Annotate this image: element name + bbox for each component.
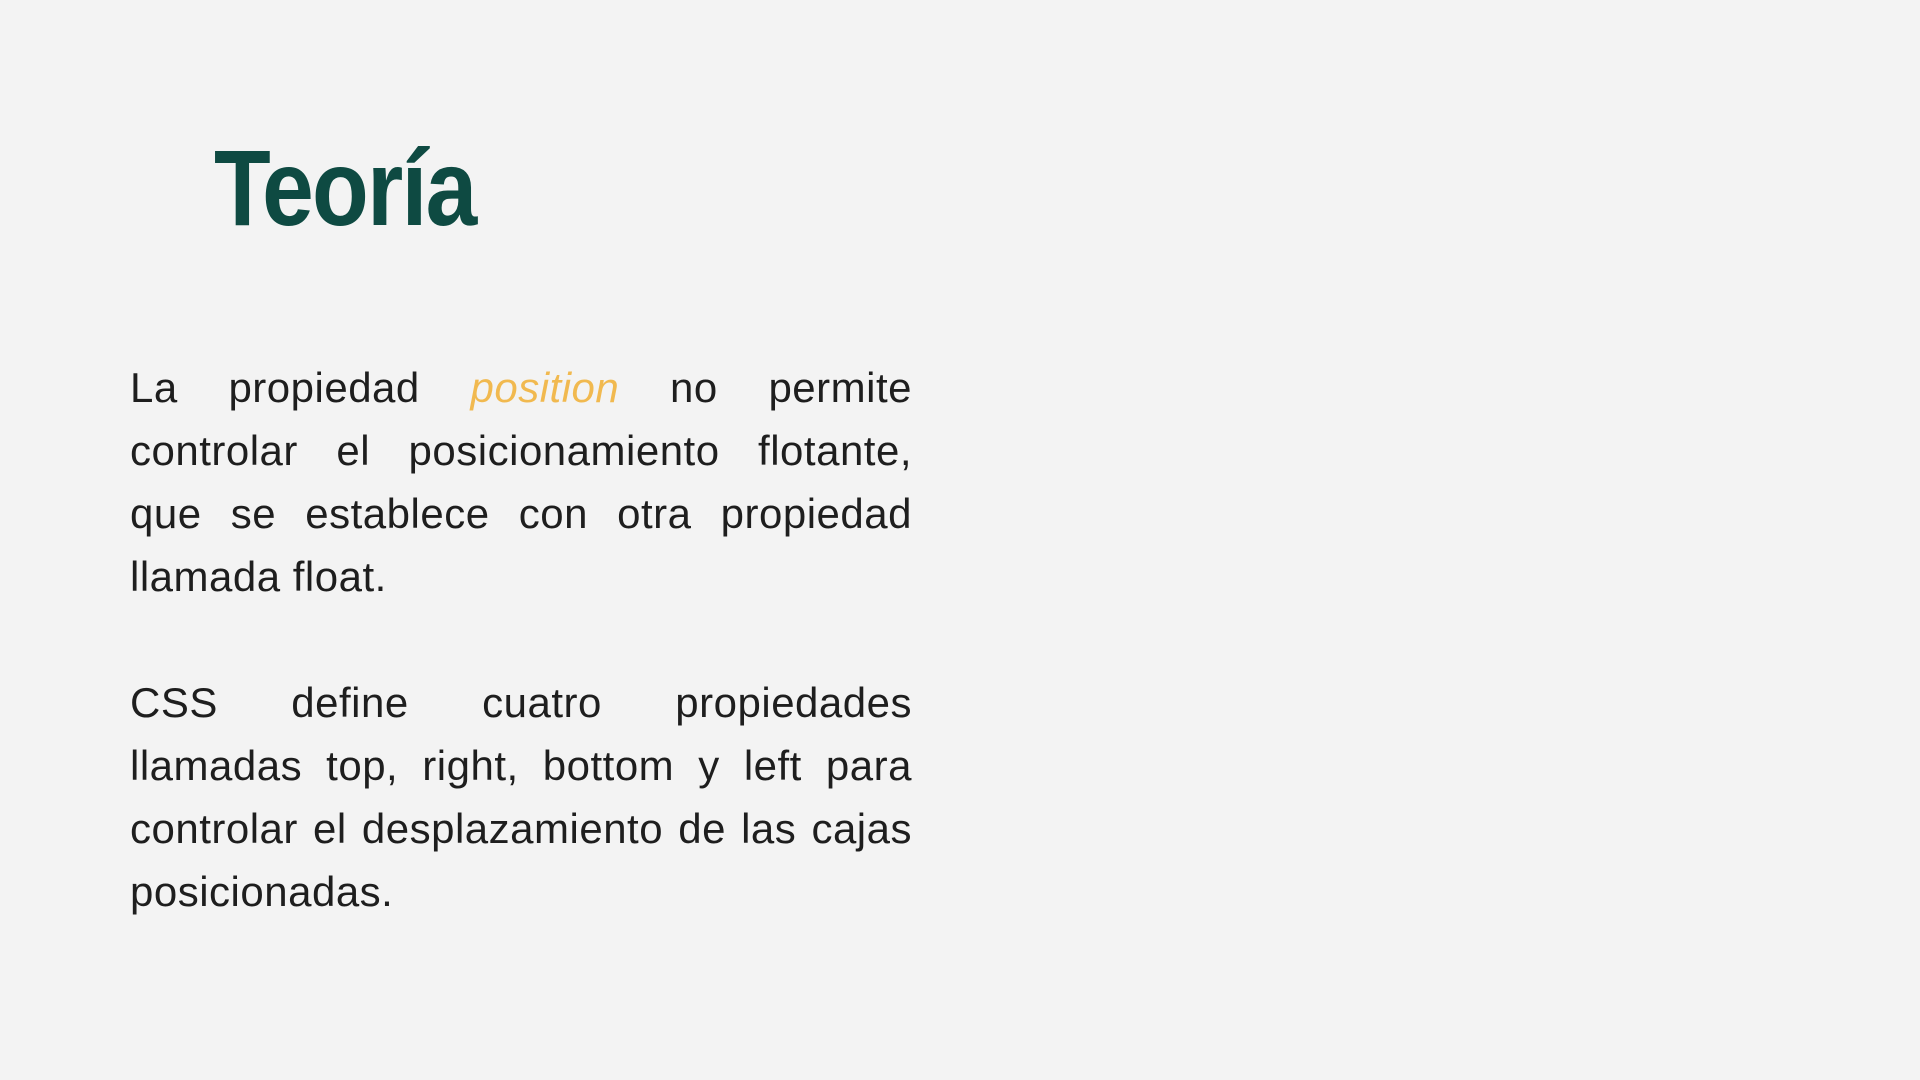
slide-body bbox=[130, 356, 912, 923]
paragraph-offsets: CSS define cuatro propiedades llamadas top, right, bottom y left para controlar el desplazamiento de las cajas posicionadas. bbox=[130, 679, 912, 915]
paragraph-position bbox=[130, 356, 912, 608]
keyword-position: position bbox=[470, 364, 620, 411]
paragraph-position-rest: no permite controlar el posicionamiento flotante, que se establece con otra propiedad llamada float. bbox=[130, 364, 912, 600]
slide-title: Teoría bbox=[214, 127, 476, 248]
paragraph-position-intro: La propiedad bbox=[130, 364, 471, 411]
